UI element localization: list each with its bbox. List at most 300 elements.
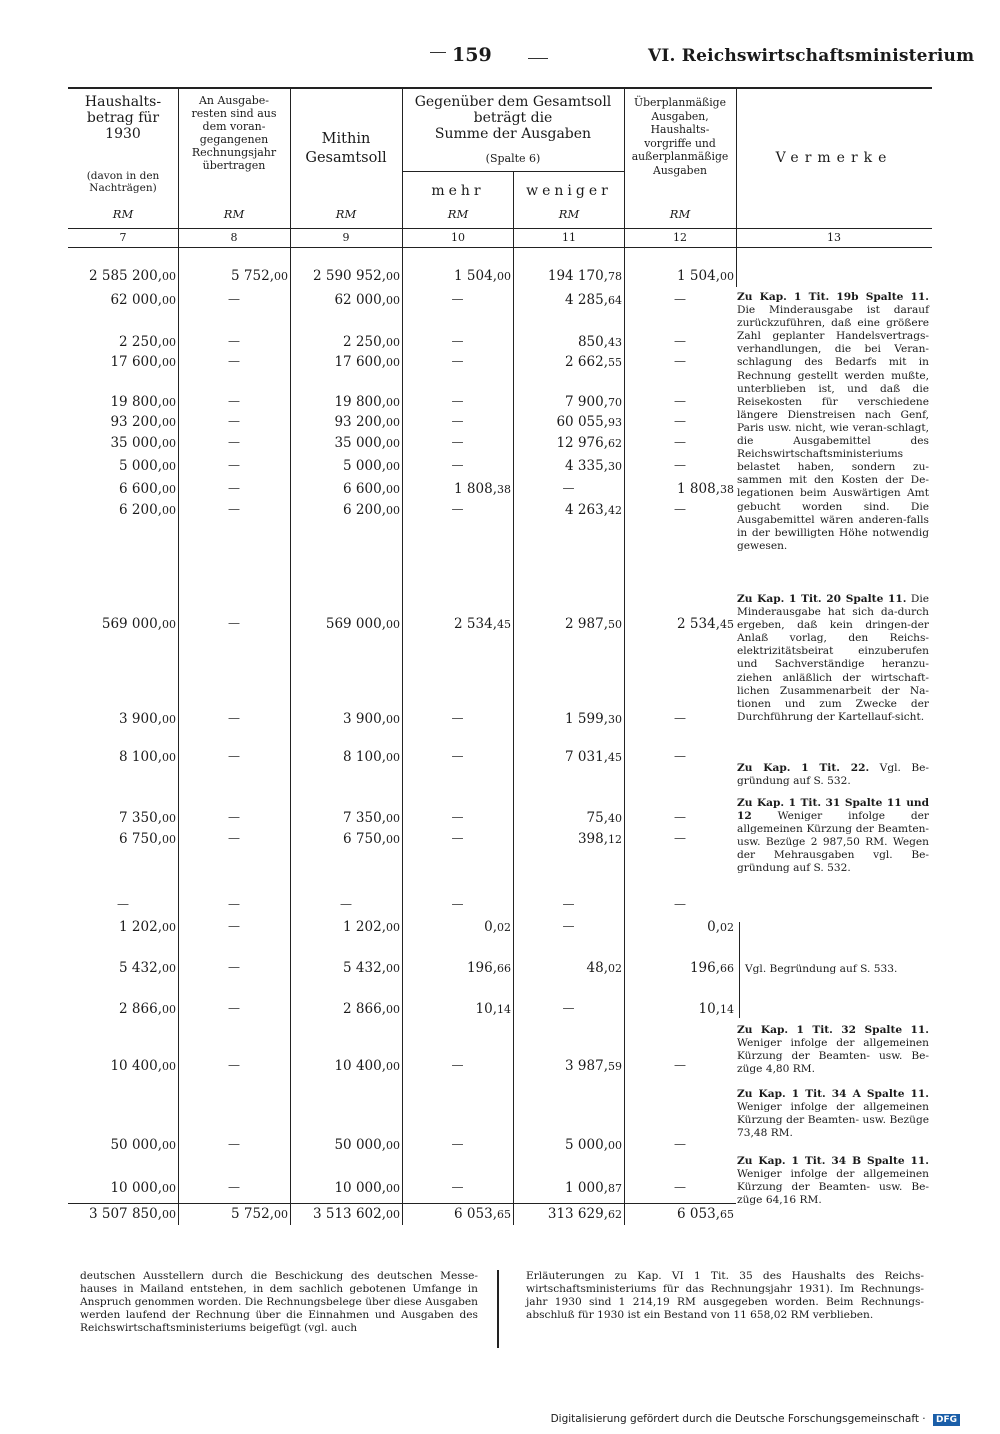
- amount-fraction: 00: [386, 833, 400, 846]
- note-text: Die Minderausgabe hat sich da-durch ergeben, daß kein dringen-der Anlaß vorlag, den Reichs-elektrizitätsbeirat einzuberufen und Sachverständige heranzu-ziehen anläßlich der wirtschaft-lichen Zusammenarbeit der Na-tionen und zum Zwecke der Durchführung der Kartellauf-sicht.: [737, 593, 929, 723]
- amount-integer: 398,: [577, 831, 608, 847]
- unit-col12: RM: [669, 207, 691, 221]
- amount-integer: 3 900,: [343, 711, 386, 727]
- amount-fraction: 00: [386, 1208, 400, 1221]
- col12-header: Überplanmäßige Ausgaben, Haushalts- vorgriffe und außerplanmäßige Ausgaben: [631, 96, 729, 177]
- table-row-19-c11-empty: —: [562, 1001, 575, 1015]
- note-heading: Zu Kap. 1 Tit. 20 Spalte 11.: [737, 593, 907, 605]
- table-row-2-c9-value: [292, 292, 400, 308]
- note-text: Vgl. Begründung auf S. 533.: [745, 963, 898, 975]
- amount-fraction: 65: [497, 1208, 511, 1221]
- amount-integer: 0,: [484, 919, 497, 935]
- table-row-7-c7-value: [70, 435, 176, 451]
- table-row-17-c11-empty: —: [562, 919, 575, 933]
- amount-integer: 2 250,: [119, 334, 162, 350]
- amount-integer: 5 432,: [343, 960, 386, 976]
- amount-integer: 0,: [707, 919, 720, 935]
- amount-fraction: 30: [608, 713, 622, 726]
- amount-integer: 7 350,: [343, 810, 386, 826]
- colnum-12: 12: [673, 231, 687, 244]
- table-row-11-c8-empty: —: [228, 616, 240, 630]
- amount-fraction: 00: [162, 483, 176, 496]
- table-row-16-c7-empty: —: [117, 897, 129, 911]
- table-row-13-c11-value: [515, 749, 622, 765]
- amount-integer: 7 900,: [565, 394, 608, 410]
- amount-integer: 8 100,: [343, 749, 386, 765]
- amount-integer: 6 053,: [454, 1206, 497, 1222]
- amount-integer: 60 055,: [556, 414, 608, 430]
- table-row-10-c12-empty: —: [674, 502, 686, 516]
- amount-integer: 4 285,: [565, 292, 608, 308]
- amount-integer: 93 200,: [110, 414, 162, 430]
- table-row-12-c7-value: [70, 711, 176, 727]
- amount-integer: 10 400,: [334, 1058, 386, 1074]
- table-top-rule: [68, 87, 932, 89]
- digitization-text: Digitalisierung gefördert durch die Deutsche Forschungsgemeinschaft: [550, 1413, 919, 1425]
- table-row-4-c11-value: [515, 354, 622, 370]
- unit-col8: RM: [223, 207, 245, 221]
- amount-fraction: 64: [608, 294, 622, 307]
- table-row-15-c7-value: [70, 831, 176, 847]
- amount-fraction: 43: [608, 336, 622, 349]
- amount-integer: 2 866,: [343, 1001, 386, 1017]
- amount-fraction: 00: [608, 1139, 622, 1152]
- footer-right-text: Erläuterungen zu Kap. VI 1 Tit. 35 des Haushalts des Reichs-wirtschaftsministeriums für das Rechnungsjahr 1931). Im Rechnungs-jahr 1930 sind 1 214,19 RM ausgegeben worden. Beim Rechnungs-abschluß für 1930 ist ein Bestand von 11 658,02 RM verblieben.: [526, 1270, 924, 1321]
- totals-row-c9-value: [292, 1206, 400, 1222]
- note-text: Vgl. Be-gründung auf S. 532.: [737, 762, 929, 788]
- table-row-4-c10-empty: —: [451, 354, 464, 368]
- footer-left-text: deutschen Ausstellern durch die Beschickung des deutschen Messe-hauses in Mailand entstehen, in dem sachlich gebotenen Umfange in Anspruch genommen worden. Die Rechnungsbelege über diese Ausgaben werden laufend der Rechnung über die Einnahmen und Ausgaben des Reichswirtschaftsministeriums beigefügt (vgl. auch: [80, 1270, 478, 1334]
- table-row-9-c9-value: [292, 481, 400, 497]
- table-row-22-c12-empty: —: [674, 1180, 686, 1194]
- amount-fraction: 40: [608, 812, 622, 825]
- col9-header: Mithin Gesamtsoll: [305, 131, 387, 166]
- table-row-15-c11-value: [515, 831, 622, 847]
- unit-col10: RM: [447, 207, 469, 221]
- amount-fraction: 00: [386, 270, 400, 283]
- table-row-7-c11-value: [515, 435, 622, 451]
- amount-fraction: 00: [386, 483, 400, 496]
- amount-fraction: 70: [608, 396, 622, 409]
- table-row-5-c8-empty: —: [228, 394, 240, 408]
- amount-fraction: 00: [386, 921, 400, 934]
- table-row-20-c10-empty: —: [451, 1058, 464, 1072]
- amount-fraction: 66: [497, 962, 511, 975]
- table-row-18-c9-value: [292, 960, 400, 976]
- amount-fraction: 00: [386, 962, 400, 975]
- table-row-5-c9-value: [292, 394, 400, 410]
- table-row-17-c12-value: [626, 919, 734, 935]
- table-row-19-c8-empty: —: [228, 1001, 240, 1015]
- amount-fraction: 00: [386, 812, 400, 825]
- amount-integer: 6 200,: [343, 502, 386, 518]
- unit-col11: RM: [558, 207, 580, 221]
- table-row-14-c12-empty: —: [674, 810, 686, 824]
- amount-fraction: 00: [162, 460, 176, 473]
- group-subheader: (Spalte 6): [485, 152, 541, 165]
- amount-fraction: 00: [162, 1208, 176, 1221]
- amount-fraction: 00: [162, 416, 176, 429]
- col8-header: An Ausgabe- resten sind aus dem voran- gegangenen Rechnungsjahr übertragen: [191, 94, 277, 172]
- note-19b: [737, 291, 929, 553]
- amount-integer: 1 504,: [454, 268, 497, 284]
- table-row-18-c12-value: [626, 960, 734, 976]
- group-header: Gegenüber dem Gesamtsoll beträgt die Summe der Ausgaben: [414, 94, 612, 142]
- amount-integer: 4 263,: [565, 502, 608, 518]
- amount-integer: 1 808,: [454, 481, 497, 497]
- table-row-6-c12-empty: —: [674, 414, 686, 428]
- amount-fraction: 30: [608, 460, 622, 473]
- table-row-6-c10-empty: —: [451, 414, 464, 428]
- table-row-20-c8-empty: —: [228, 1058, 240, 1072]
- table-row-10-c8-empty: —: [228, 502, 240, 516]
- colnum-8: 8: [230, 231, 238, 244]
- note-heading: Zu Kap. 1 Tit. 34 A Spalte 11.: [737, 1088, 929, 1100]
- table-row-21-c7-value: [70, 1137, 176, 1153]
- amount-integer: 6 600,: [343, 481, 386, 497]
- note-31: [737, 797, 929, 876]
- table-row-22-c10-empty: —: [451, 1180, 464, 1194]
- amount-fraction: 00: [386, 751, 400, 764]
- table-row-11-c10-value: [404, 616, 511, 632]
- note-heading: Zu Kap. 1 Tit. 22.: [737, 762, 870, 774]
- col-rule-6: [736, 87, 737, 287]
- table-row-21-c12-empty: —: [674, 1137, 686, 1151]
- note-20: [737, 593, 929, 724]
- amount-integer: 50 000,: [334, 1137, 386, 1153]
- totals-row-c8-value: [180, 1206, 288, 1222]
- table-row-10-c10-empty: —: [451, 502, 464, 516]
- amount-fraction: 00: [386, 416, 400, 429]
- table-row-15-c12-empty: —: [674, 831, 686, 845]
- table-row-9-c7-value: [70, 481, 176, 497]
- amount-integer: 3 507 850,: [89, 1206, 162, 1222]
- table-row-9-c12-value: [626, 481, 734, 497]
- table-row-6-c7-value: [70, 414, 176, 430]
- note-34b: [737, 1155, 929, 1207]
- running-head: VI. Reichswirtschaftsministerium: [648, 46, 975, 66]
- col10-header: mehr: [431, 183, 485, 199]
- table-row-11-c7-value: [70, 616, 176, 632]
- amount-integer: 3 900,: [119, 711, 162, 727]
- col-rule-1: [178, 87, 179, 1225]
- table-row-9-c10-value: [404, 481, 511, 497]
- amount-integer: 62 000,: [334, 292, 386, 308]
- amount-fraction: 00: [386, 1139, 400, 1152]
- table-row-8-c11-value: [515, 458, 622, 474]
- col7-subheader: (davon in den Nachträgen): [86, 170, 160, 194]
- col-rule-5: [624, 87, 625, 1225]
- table-row-3-c7-value: [70, 334, 176, 350]
- page-number: 159: [452, 44, 492, 66]
- table-row-22-c7-value: [70, 1180, 176, 1196]
- amount-fraction: 45: [497, 618, 511, 631]
- table-row-3-c10-empty: —: [451, 334, 464, 348]
- col11-header: weniger: [526, 183, 612, 199]
- amount-fraction: 38: [720, 483, 734, 496]
- amount-fraction: 00: [386, 1003, 400, 1016]
- amount-fraction: 00: [162, 833, 176, 846]
- amount-fraction: 00: [720, 270, 734, 283]
- table-row-1-c9-value: [292, 268, 400, 284]
- amount-integer: 1 202,: [119, 919, 162, 935]
- col-rule-4: [513, 171, 514, 1225]
- amount-fraction: 00: [386, 294, 400, 307]
- table-row-4-c9-value: [292, 354, 400, 370]
- amount-integer: 5 432,: [119, 960, 162, 976]
- table-row-17-c10-value: [404, 919, 511, 935]
- amount-fraction: 00: [162, 713, 176, 726]
- amount-fraction: 00: [386, 1182, 400, 1195]
- amount-integer: 196,: [689, 960, 720, 976]
- table-row-19-c7-value: [70, 1001, 176, 1017]
- amount-integer: 7 350,: [119, 810, 162, 826]
- amount-fraction: 87: [608, 1182, 622, 1195]
- table-row-20-c9-value: [292, 1058, 400, 1074]
- table-row-14-c9-value: [292, 810, 400, 826]
- amount-integer: 2 534,: [454, 616, 497, 632]
- note-34a: [737, 1088, 929, 1140]
- amount-integer: 48,: [586, 960, 608, 976]
- table-row-17-c9-value: [292, 919, 400, 935]
- note-text: Weniger infolge der allgemeinen Kürzung der Beamten- usw. Bezüge 73,48 RM.: [737, 1101, 929, 1140]
- amount-integer: 50 000,: [110, 1137, 162, 1153]
- amount-fraction: 00: [162, 356, 176, 369]
- table-row-21-c11-value: [515, 1137, 622, 1153]
- colnum-13: 13: [827, 231, 841, 244]
- table-row-21-c10-empty: —: [451, 1137, 464, 1151]
- table-row-12-c9-value: [292, 711, 400, 727]
- table-row-5-c10-empty: —: [451, 394, 464, 408]
- note-heading: Zu Kap. 1 Tit. 31 Spalte 11 und 12: [737, 797, 929, 823]
- col7-header: Haushalts- betrag für 1930: [84, 94, 162, 142]
- table-row-8-c8-empty: —: [228, 458, 240, 472]
- table-row-6-c9-value: [292, 414, 400, 430]
- table-row-16-c9-empty: —: [340, 897, 352, 911]
- table-row-8-c9-value: [292, 458, 400, 474]
- note-heading: Zu Kap. 1 Tit. 32 Spalte 11.: [737, 1024, 929, 1036]
- table-row-14-c7-value: [70, 810, 176, 826]
- table-row-21-c8-empty: —: [228, 1137, 240, 1151]
- table-row-19-c10-value: [404, 1001, 511, 1017]
- table-row-7-c10-empty: —: [451, 435, 464, 449]
- amount-fraction: 66: [720, 962, 734, 975]
- table-row-18-c11-value: [515, 960, 622, 976]
- table-row-4-c7-value: [70, 354, 176, 370]
- amount-integer: 5 000,: [343, 458, 386, 474]
- amount-integer: 5 752,: [231, 1206, 274, 1222]
- amount-integer: 6 750,: [119, 831, 162, 847]
- amount-fraction: 00: [162, 962, 176, 975]
- table-row-2-c11-value: [515, 292, 622, 308]
- table-row-20-c12-empty: —: [674, 1058, 686, 1072]
- table-row-19-c9-value: [292, 1001, 400, 1017]
- table-row-20-c11-value: [515, 1058, 622, 1074]
- totals-row-c11-value: [515, 1206, 622, 1222]
- col-rule-2: [290, 87, 291, 1225]
- amount-integer: 8 100,: [119, 749, 162, 765]
- amount-integer: 569 000,: [325, 616, 386, 632]
- amount-integer: 4 335,: [565, 458, 608, 474]
- amount-integer: 10,: [475, 1001, 497, 1017]
- amount-integer: 569 000,: [101, 616, 162, 632]
- table-row-2-c10-empty: —: [451, 292, 464, 306]
- table-row-10-c11-value: [515, 502, 622, 518]
- brace-bracket: [735, 922, 740, 1018]
- amount-fraction: 00: [386, 437, 400, 450]
- note-heading: Zu Kap. 1 Tit. 34 B Spalte 11.: [737, 1155, 929, 1167]
- unit-rule: [68, 228, 932, 229]
- amount-fraction: 00: [386, 356, 400, 369]
- amount-fraction: 00: [386, 336, 400, 349]
- amount-integer: 17 600,: [334, 354, 386, 370]
- amount-integer: 6 600,: [119, 481, 162, 497]
- amount-fraction: 55: [608, 356, 622, 369]
- amount-integer: 1 808,: [677, 481, 720, 497]
- table-row-18-c8-empty: —: [228, 960, 240, 974]
- amount-fraction: 00: [162, 437, 176, 450]
- table-row-6-c8-empty: —: [228, 414, 240, 428]
- amount-integer: 10 000,: [110, 1180, 162, 1196]
- table-row-4-c8-empty: —: [228, 354, 240, 368]
- amount-integer: 1 599,: [565, 711, 608, 727]
- amount-integer: 196,: [466, 960, 497, 976]
- table-row-16-c12-empty: —: [674, 897, 686, 911]
- note-text: Weniger infolge der allgemeinen Kürzung der Beamten- usw. Be-züge 4,80 RM.: [737, 1037, 929, 1076]
- table-row-18-c7-value: [70, 960, 176, 976]
- note-32: [737, 1024, 929, 1076]
- amount-integer: 10 400,: [110, 1058, 162, 1074]
- amount-integer: 2 585 200,: [89, 268, 162, 284]
- colnum-7: 7: [119, 231, 127, 244]
- dfg-logo: DFG: [933, 1414, 960, 1426]
- table-row-7-c12-empty: —: [674, 435, 686, 449]
- table-row-2-c7-value: [70, 292, 176, 308]
- table-row-14-c10-empty: —: [451, 810, 464, 824]
- table-row-15-c10-empty: —: [451, 831, 464, 845]
- table-row-2-c12-empty: —: [674, 292, 686, 306]
- note-text: Weniger infolge der allgemeinen Kürzung der Beamten- usw. Be-züge 64,16 RM.: [737, 1168, 929, 1207]
- digitization-notice: Digitalisierung gefördert durch die Deutsche Forschungsgemeinschaft · DFG: [551, 1413, 960, 1426]
- amount-fraction: 38: [497, 483, 511, 496]
- amount-fraction: 12: [608, 833, 622, 846]
- table-row-3-c8-empty: —: [228, 334, 240, 348]
- amount-integer: 17 600,: [110, 354, 162, 370]
- table-row-13-c8-empty: —: [228, 749, 240, 763]
- table-row-12-c8-empty: —: [228, 711, 240, 725]
- table-row-13-c9-value: [292, 749, 400, 765]
- amount-integer: 35 000,: [334, 435, 386, 451]
- amount-integer: 1 202,: [343, 919, 386, 935]
- table-row-1-c7-value: [70, 268, 176, 284]
- table-row-7-c9-value: [292, 435, 400, 451]
- table-row-12-c11-value: [515, 711, 622, 727]
- note-text: Weniger infolge der allgemeinen Kürzung der Beamten- usw. Bezüge 2 987,50 RM. Wegen der Mehrausgaben vgl. Be-gründung auf S. 532.: [737, 810, 929, 875]
- amount-integer: 2 590 952,: [313, 268, 386, 284]
- amount-fraction: 14: [720, 1003, 734, 1016]
- table-row-15-c8-empty: —: [228, 831, 240, 845]
- table-row-5-c12-empty: —: [674, 394, 686, 408]
- amount-fraction: 02: [608, 962, 622, 975]
- amount-fraction: 00: [497, 270, 511, 283]
- table-row-4-c12-empty: —: [674, 354, 686, 368]
- amount-fraction: 00: [162, 504, 176, 517]
- amount-integer: 194 170,: [547, 268, 608, 284]
- table-row-10-c9-value: [292, 502, 400, 518]
- table-row-5-c7-value: [70, 394, 176, 410]
- table-row-1-c11-value: [515, 268, 622, 284]
- amount-integer: 7 031,: [565, 749, 608, 765]
- amount-fraction: 45: [720, 618, 734, 631]
- amount-fraction: 00: [162, 812, 176, 825]
- table-row-11-c11-value: [515, 616, 622, 632]
- amount-fraction: 00: [162, 294, 176, 307]
- amount-integer: 5 000,: [119, 458, 162, 474]
- amount-fraction: 00: [386, 1060, 400, 1073]
- table-row-18-c10-value: [404, 960, 511, 976]
- table-row-16-c8-empty: —: [228, 897, 240, 911]
- table-row-12-c10-empty: —: [451, 711, 464, 725]
- header-dash-right: [528, 58, 548, 59]
- amount-fraction: 50: [608, 618, 622, 631]
- table-row-22-c9-value: [292, 1180, 400, 1196]
- amount-integer: 2 987,: [565, 616, 608, 632]
- table-row-3-c9-value: [292, 334, 400, 350]
- table-row-21-c9-value: [292, 1137, 400, 1153]
- table-row-1-c8-value: [180, 268, 288, 284]
- amount-fraction: 00: [162, 336, 176, 349]
- totals-row-c10-value: [404, 1206, 511, 1222]
- table-row-14-c11-value: [515, 810, 622, 826]
- unit-col9: RM: [335, 207, 357, 221]
- table-row-15-c9-value: [292, 831, 400, 847]
- amount-fraction: 00: [274, 1208, 288, 1221]
- amount-integer: 93 200,: [334, 414, 386, 430]
- totals-row-c12-value: [626, 1206, 734, 1222]
- unit-col7: RM: [112, 207, 134, 221]
- table-row-9-c11-empty: —: [562, 481, 575, 495]
- amount-fraction: 00: [274, 270, 288, 283]
- table-row-22-c11-value: [515, 1180, 622, 1196]
- amount-integer: 850,: [577, 334, 608, 350]
- amount-integer: 6 750,: [343, 831, 386, 847]
- amount-fraction: 78: [608, 270, 622, 283]
- colnum-10: 10: [451, 231, 465, 244]
- table-row-20-c7-value: [70, 1058, 176, 1074]
- amount-fraction: 59: [608, 1060, 622, 1073]
- table-row-13-c7-value: [70, 749, 176, 765]
- table-row-13-c12-empty: —: [674, 749, 686, 763]
- amount-integer: 3 987,: [565, 1058, 608, 1074]
- amount-integer: 12 976,: [556, 435, 608, 451]
- table-row-17-c8-empty: —: [228, 919, 240, 933]
- amount-fraction: 00: [162, 618, 176, 631]
- colnum-9: 9: [342, 231, 350, 244]
- table-row-1-c12-value: [626, 268, 734, 284]
- table-row-8-c12-empty: —: [674, 458, 686, 472]
- amount-integer: 2 250,: [343, 334, 386, 350]
- amount-integer: 5 000,: [565, 1137, 608, 1153]
- table-row-9-c8-empty: —: [228, 481, 240, 495]
- amount-fraction: 00: [162, 751, 176, 764]
- table-row-16-c10-empty: —: [451, 897, 464, 911]
- table-row-19-c12-value: [626, 1001, 734, 1017]
- note-begruendung-533: [745, 963, 930, 976]
- colnum-rule: [68, 247, 932, 248]
- amount-fraction: 00: [162, 1060, 176, 1073]
- table-row-3-c11-value: [515, 334, 622, 350]
- amount-fraction: 02: [720, 921, 734, 934]
